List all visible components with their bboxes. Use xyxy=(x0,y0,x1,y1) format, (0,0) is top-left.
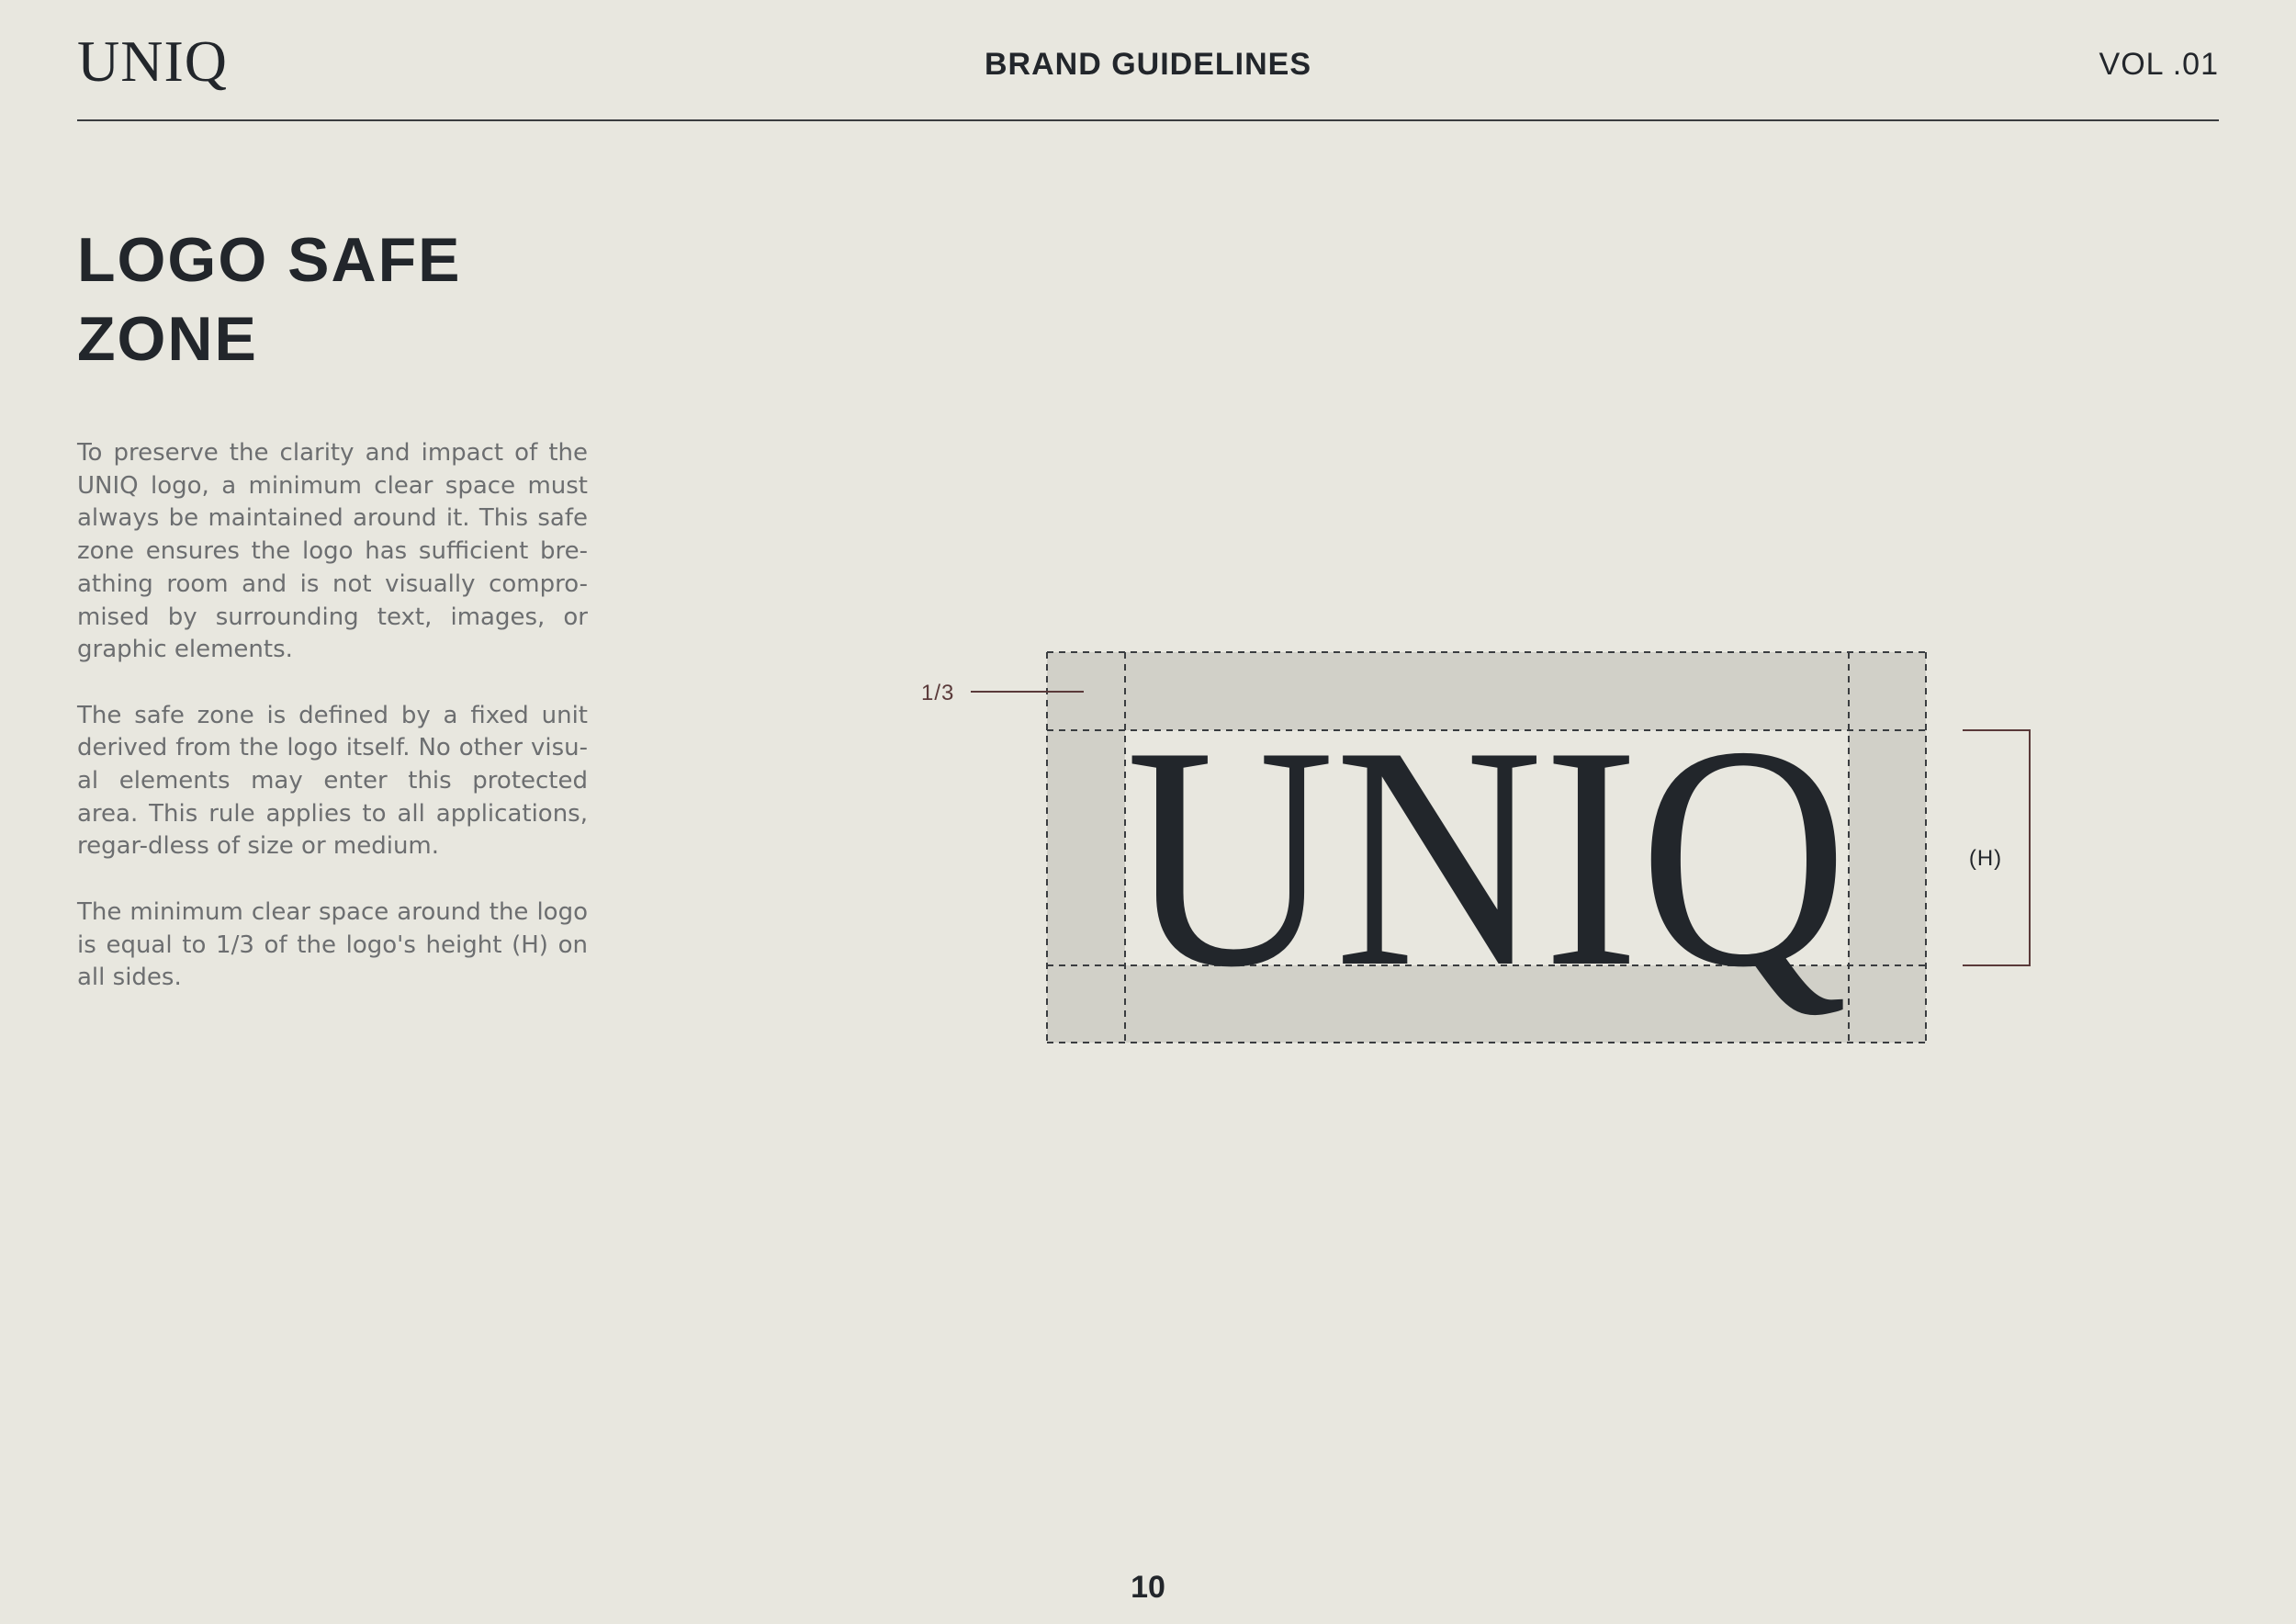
header-volume: VOL .01 xyxy=(2099,47,2219,82)
paragraph-definition: The safe zone is defined by a fixed unit derived from the logo itself. No other visu-al elements may enter this protected area. This rule applies to all applications, regar-dless of size or medium. xyxy=(77,701,588,861)
paragraph-rule: The minimum clear space around the logo is equal to 1/3 of the logo's height (H) on all sides. xyxy=(77,897,588,992)
paragraph-intro: To preserve the clarity and impact of the UNIQ logo, a minimum clear space must always be maintained around it. This safe zone ensures the logo has sufficient bre-athing room and is not visually compro-mised by surrounding text, images, or graphic elements. xyxy=(77,439,588,664)
header-logo: UNIQ xyxy=(77,28,228,94)
page-number: 10 xyxy=(1131,1570,1165,1605)
uniq-logo: UNIQ xyxy=(1126,681,1848,1032)
header-title: BRAND GUIDELINES xyxy=(984,47,1312,82)
page-title-line1: LOGO SAFE xyxy=(77,225,462,295)
margin-label: 1/3 xyxy=(921,681,955,705)
page-title-line2: ZONE xyxy=(77,304,258,374)
height-label: (H) xyxy=(1968,846,2003,871)
